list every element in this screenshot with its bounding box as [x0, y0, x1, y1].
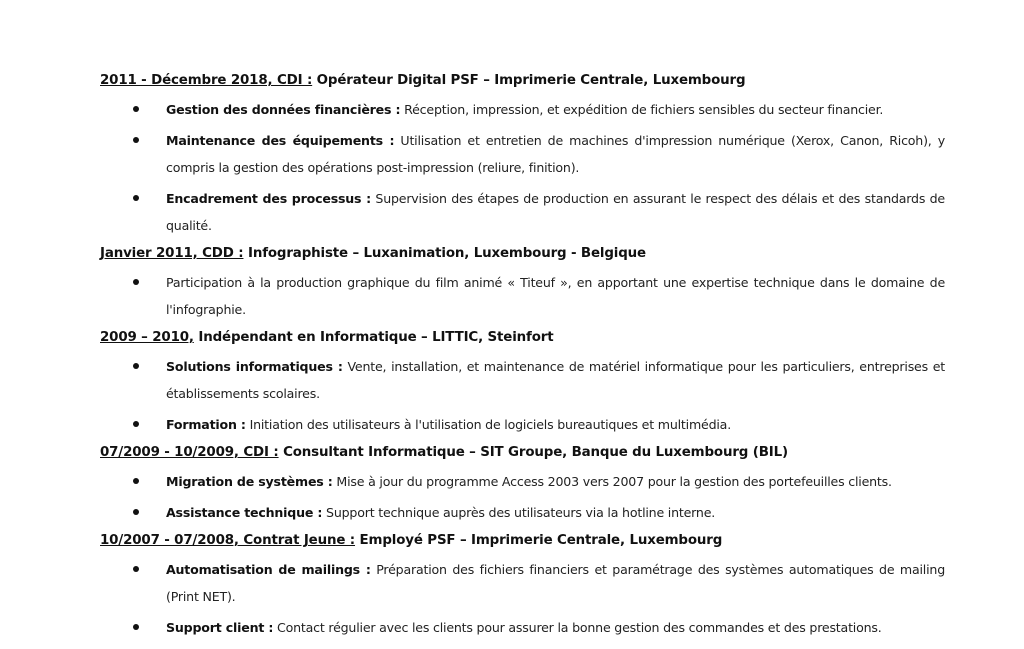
job-bullet-list — [100, 353, 945, 438]
bullet-text: Participation à la production graphique du film animé « Titeuf », en apportant une expertise technique dans le domaine de l'infographie. — [166, 275, 945, 317]
bullet-label: Assistance technique : — [166, 505, 323, 520]
list-item — [100, 556, 945, 610]
bullet-icon — [133, 566, 139, 572]
list-item — [100, 411, 945, 438]
job-header — [100, 70, 945, 92]
bullet-icon — [133, 279, 139, 285]
job-period: 2009 – 2010, — [100, 330, 194, 345]
bullet-text: Support technique auprès des utilisateurs via la hotline interne. — [322, 505, 716, 520]
bullet-icon — [133, 624, 139, 630]
job-period: 07/2009 - 10/2009, CDI : — [100, 445, 279, 460]
list-item — [100, 353, 945, 407]
list-item — [100, 269, 945, 323]
bullet-text: Initiation des utilisateurs à l'utilisation de logiciels bureautiques et multimédia. — [245, 417, 731, 432]
job-period: Janvier 2011, CDD : — [100, 246, 244, 261]
bullet-label: Automatisation de mailings : — [166, 562, 371, 577]
job-header — [100, 327, 945, 349]
job-header — [100, 530, 945, 552]
job-period: 2011 - Décembre 2018, CDI : — [100, 73, 313, 88]
job-title: Consultant Informatique – SIT Groupe, Banque du Luxembourg (BIL) — [278, 445, 788, 460]
experience-section — [100, 70, 945, 645]
bullet-label: Encadrement des processus : — [166, 191, 371, 206]
list-item — [100, 614, 945, 641]
list-item — [100, 127, 945, 181]
job-entry — [100, 243, 945, 323]
bullet-label: Gestion des données financières : — [166, 102, 401, 117]
bullet-label: Solutions informatiques : — [166, 359, 343, 374]
bullet-label: Migration de systèmes : — [166, 474, 333, 489]
bullet-text: Utilisation et entretien de machines d'impression numérique (Xerox, Canon, Ricoh), y compris la gestion des opérations post-impression (reliure, finition). — [166, 133, 945, 175]
job-header — [100, 442, 945, 464]
job-entry — [100, 530, 945, 641]
bullet-icon — [133, 509, 139, 515]
bullet-icon — [133, 106, 139, 112]
list-item — [100, 185, 945, 239]
bullet-icon — [133, 478, 139, 484]
bullet-label: Support client : — [166, 620, 274, 635]
job-bullet-list — [100, 468, 945, 526]
job-title: Opérateur Digital PSF – Imprimerie Centrale, Luxembourg — [312, 73, 746, 88]
bullet-text: Réception, impression, et expédition de fichiers sensibles du secteur financier. — [400, 102, 884, 117]
bullet-icon — [133, 137, 139, 143]
job-title: Indépendant en Informatique – LITTIC, Steinfort — [193, 330, 554, 345]
bullet-text: Vente, installation, et maintenance de matériel informatique pour les particuliers, entreprises et établissements scolaires. — [166, 359, 945, 401]
job-title: Employé PSF – Imprimerie Centrale, Luxembourg — [355, 533, 723, 548]
bullet-text: Mise à jour du programme Access 2003 vers 2007 pour la gestion des portefeuilles clients. — [332, 474, 892, 489]
job-bullet-list — [100, 556, 945, 641]
job-entry — [100, 327, 945, 438]
bullet-text: Préparation des fichiers financiers et paramétrage des systèmes automatiques de mailing (Print NET). — [166, 562, 945, 604]
job-title: Infographiste – Luxanimation, Luxembourg - Belgique — [243, 246, 646, 261]
job-entry — [100, 442, 945, 526]
bullet-icon — [133, 421, 139, 427]
bullet-text: Supervision des étapes de production en assurant le respect des délais et des standards de qualité. — [166, 191, 945, 233]
bullet-label: Formation : — [166, 417, 246, 432]
list-item — [100, 96, 945, 123]
job-entry — [100, 70, 945, 239]
bullet-icon — [133, 195, 139, 201]
bullet-text: Contact régulier avec les clients pour assurer la bonne gestion des commandes et des prestations. — [273, 620, 882, 635]
job-header — [100, 243, 945, 265]
job-bullet-list — [100, 96, 945, 239]
list-item — [100, 499, 945, 526]
job-period: 10/2007 - 07/2008, Contrat Jeune : — [100, 533, 356, 548]
job-bullet-list — [100, 269, 945, 323]
bullet-label: Maintenance des équipements : — [166, 133, 395, 148]
bullet-icon — [133, 363, 139, 369]
list-item — [100, 468, 945, 495]
